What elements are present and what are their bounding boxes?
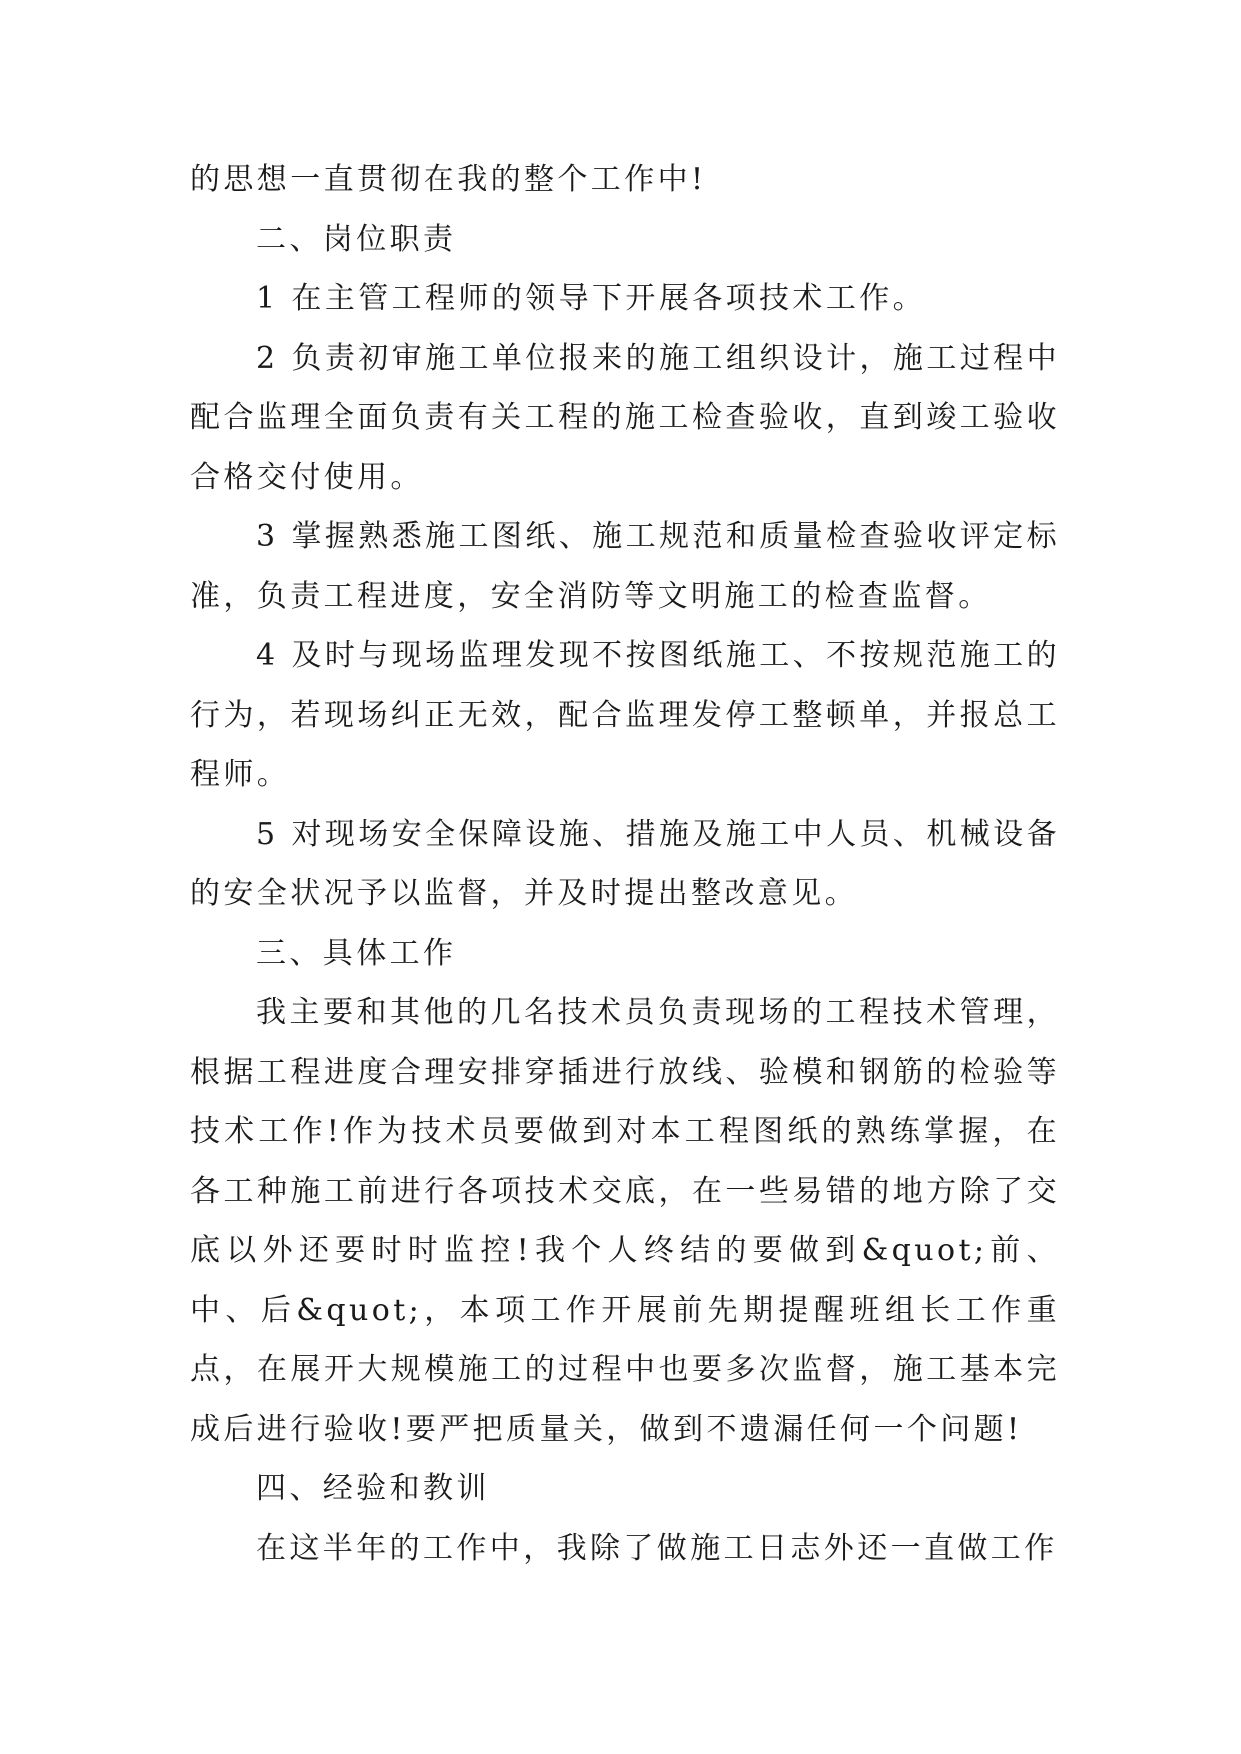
section-heading-responsibilities: 二、岗位职责 xyxy=(256,221,457,257)
duty-item-3: 3 掌握熟悉施工图纸、施工规范和质量检查验收评定标准，负责工程进度，安全消防等文明施工的检查监督。 xyxy=(190,519,1060,614)
section-heading-lessons: 四、经验和教训 xyxy=(256,1471,490,1506)
duty-item-2: 2 负责初审施工单位报来的施工组织设计，施工过程中配合监理全面负责有关工程的施工检查验收，直到竣工验收合格交付使用。 xyxy=(190,340,1060,495)
duty-item-1: 1 在主管工程师的领导下开展各项技术工作。 xyxy=(256,281,927,316)
document-page xyxy=(190,150,1060,1578)
specific-work-paragraph: 我主要和其他的几名技术员负责现场的工程技术管理，根据工程进度合理安排穿插进行放线、验模和钢筋的检验等技术工作!作为技术员要做到对本工程图纸的熟练掌握，在各工种施工前进行各项技术交底，在一些易错的地方除了交底以外还要时时监控!我个人终结的要做到&quot;前、中、后&quot;，本项工作开展前先期提醒班组长工作重点，在展开大规模施工的过程中也要多次监督，施工基本完成后进行验收!要严把质量关，做到不遗漏任何一个问题! xyxy=(190,995,1060,1447)
duty-item-5: 5 对现场安全保障设施、措施及施工中人员、机械设备的安全状况予以监督，并及时提出整改意见。 xyxy=(190,816,1060,911)
duty-item-4: 4 及时与现场监理发现不按图纸施工、不按规范施工的行为，若现场纠正无效，配合监理发停工整顿单，并报总工程师。 xyxy=(190,638,1060,792)
section-heading-specific-work: 三、具体工作 xyxy=(256,935,457,971)
lessons-paragraph: 在这半年的工作中，我除了做施工日志外还一直做工作 xyxy=(256,1530,1058,1566)
paragraph-continuation: 的思想一直贯彻在我的整个工作中! xyxy=(190,162,707,197)
